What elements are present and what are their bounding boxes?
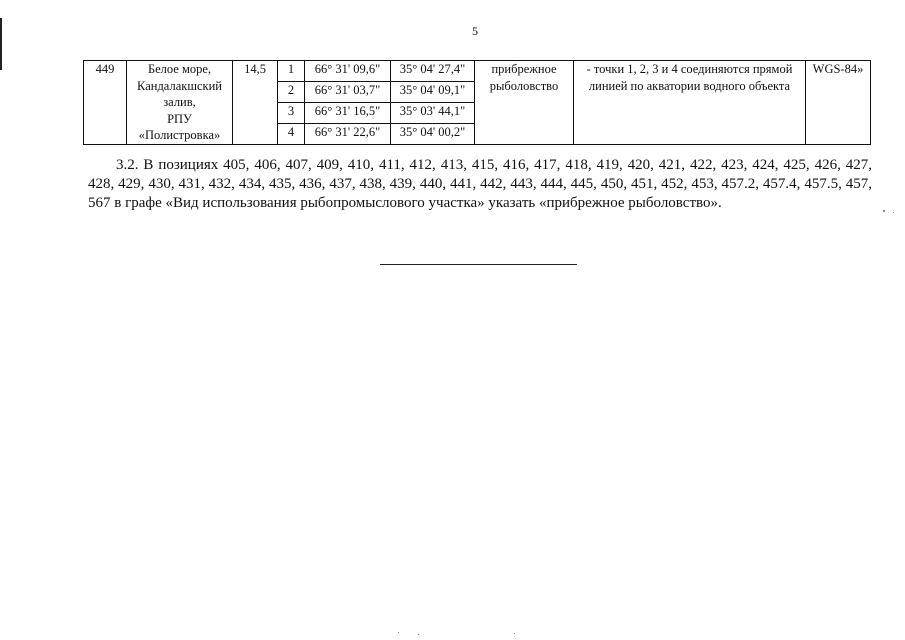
scan-speck — [398, 632, 399, 633]
scan-speck — [418, 634, 419, 635]
longitude: 35° 04' 09,1" — [391, 81, 475, 102]
scan-speck — [883, 210, 885, 212]
location-line: Кандалакшский — [137, 78, 222, 93]
area-value: 14,5 — [244, 62, 266, 76]
latitude: 66° 31' 22,6" — [305, 123, 391, 144]
point-number: 4 — [278, 123, 305, 144]
point-number: 2 — [278, 81, 305, 102]
datum-cell — [806, 61, 871, 145]
position-number: 449 — [95, 62, 115, 76]
position-cell — [84, 61, 127, 145]
location-line: залив, — [163, 95, 196, 109]
point-number: 3 — [278, 102, 305, 123]
area-cell — [233, 61, 278, 145]
fishing-area-table — [83, 60, 871, 145]
latitude: 66° 31' 09,6" — [305, 61, 391, 82]
scan-speck — [893, 212, 894, 213]
datum-text: WGS-84» — [812, 62, 864, 76]
latitude: 66° 31' 03,7" — [305, 81, 391, 102]
description-cell — [574, 61, 806, 145]
divider-line — [380, 264, 577, 265]
latitude: 66° 31' 16,5" — [305, 102, 391, 123]
longitude: 35° 04' 00,2" — [391, 123, 475, 144]
description-text: - точки 1, 2, 3 и 4 соединяются прямой линией по акватории водного объекта — [586, 62, 793, 93]
point-number: 1 — [278, 61, 305, 82]
usage-type-line: рыболовство — [489, 78, 559, 93]
location-line: РПУ — [167, 111, 192, 126]
scan-speck — [514, 633, 515, 634]
clause-paragraph: 3.2. В позициях 405, 406, 407, 409, 410, 411, 412, 413, 415, 416, 417, 418, 419, 420, 421, 422, 423, 424, 425, 426, 427, 428, 429, 430, 431, 432, 434, 435, 436, 437, 438, 439, 440, 441, 442, 443, 444, 445, 450, 451, 452, 453, 457.2, 457.4, 457.5, 457, 567 в графе «Вид использования рыбопромыслового участка» указать «прибрежное рыболовство». — [88, 157, 872, 211]
table-row — [84, 61, 871, 82]
location-line: «Полистровка» — [138, 128, 221, 142]
location-cell — [127, 61, 233, 145]
usage-type-line: прибрежное — [491, 62, 557, 76]
scan-edge-line — [0, 18, 2, 70]
usage-type-cell — [475, 61, 574, 145]
page-number: 5 — [472, 24, 478, 38]
location-line: Белое море, — [147, 62, 212, 76]
longitude: 35° 03' 44,1" — [391, 102, 475, 123]
longitude: 35° 04' 27,4" — [391, 61, 475, 82]
